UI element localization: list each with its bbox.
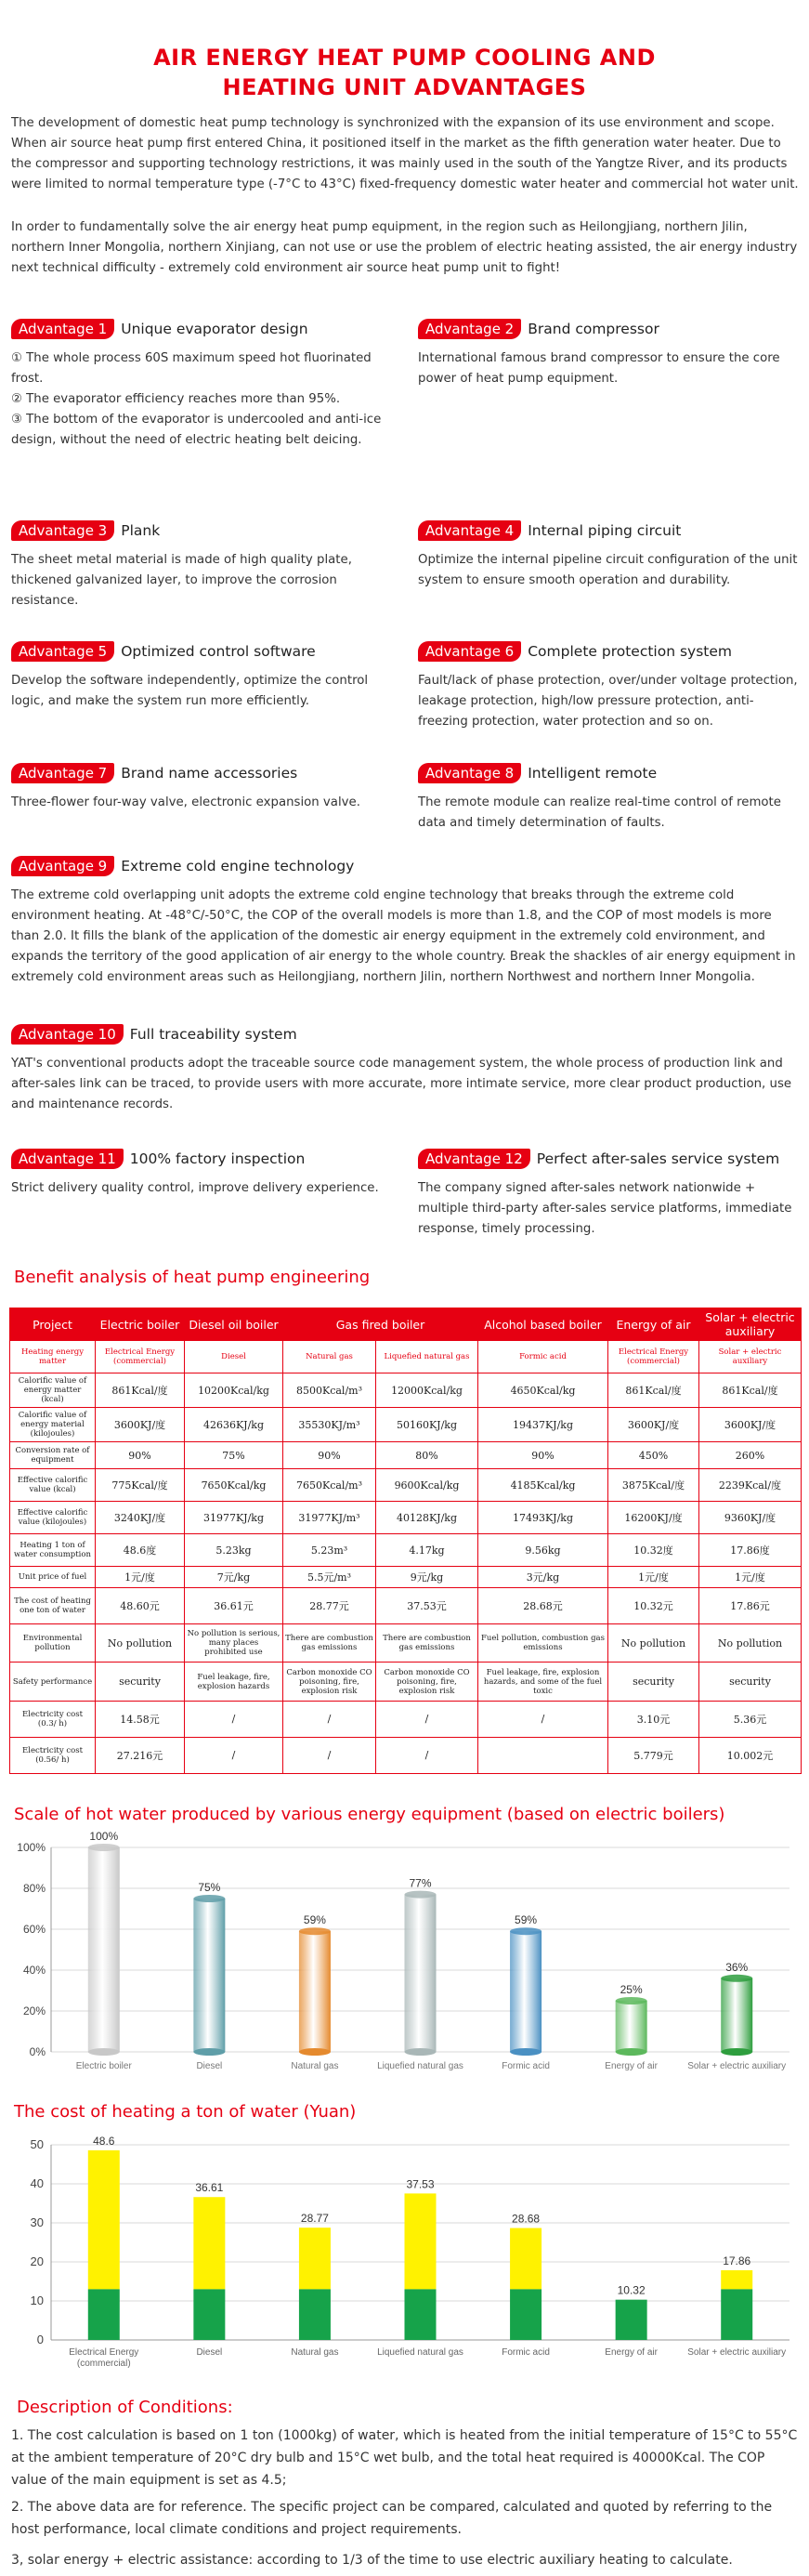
advantage-7: Advantage 7 Brand name accessories Three-flower four-way valve, electronic expansion valve. xyxy=(11,765,360,809)
x-tick-label: Electrical Energy xyxy=(69,2347,139,2358)
data-label: 28.77 xyxy=(300,2212,329,2226)
data-label: 37.53 xyxy=(406,2177,435,2191)
table-row: Electricity cost (0.56/ h) 27.216元 / / / 5.779元 10.002元 xyxy=(10,1737,802,1773)
bar-lower xyxy=(405,2289,437,2340)
table-row: Unit price of fuel 1元/度 7元/kg 5.5元/m³ 9元/kg 3元/kg 1元/度 1元/度 xyxy=(10,1567,802,1588)
benefit-title: Benefit analysis of heat pump engineering xyxy=(14,1268,371,1287)
advantage-name: 100% factory inspection xyxy=(129,1150,306,1167)
table-row: Safety performance security Fuel leakage, fire, explosion hazards Carbon monoxide CO poisoning, fire, explosion risk Carbon monoxide CO poisoning, fire, explosion risk Fuel leakage, fire, explosion hazards, and some of the fuel toxic security security xyxy=(10,1663,802,1701)
bar-top xyxy=(299,1927,331,1935)
x-tick-label: Natural gas xyxy=(291,2347,339,2358)
advantage-name: Perfect after-sales service system xyxy=(536,1150,780,1167)
intro-paragraph-2: In order to fundamentally solve the air energy heat pump equipment, in the region such as Heilongjiang, northern Jilin, northern Inner Mongolia, northern Xinjiang, can not use or use the problem of electric heating assisted, the air energy industry next technical difficulty - extremely cold environment air source heat pump unit to fight! xyxy=(11,220,798,275)
advantage-10: Advantage 10 Full traceability system YAT's conventional products adopt the traceable source code management system, the whole process of production link and after-sales link can be traced, to provide users with more accurate, more intimate service, more clear product production, use and maintenance records. xyxy=(11,1026,792,1111)
x-tick-label: Liquefied natural gas xyxy=(377,2347,463,2358)
advantage-1: Advantage 1 Unique evaporator design ① The whole process 60S maximum speed hot fluorinated frost. ② The evaporator efficiency reaches more than 95%. ③ The bottom of the evaporator is undercooled and anti-ice design, without the need of electric heating belt deicing. xyxy=(11,321,382,447)
table-row: Effective calorific value (kcal) 775Kcal/度 7650Kcal/kg 7650Kcal/m³ 9600Kcal/kg 4185Kcal/kg 3875Kcal/度 2239Kcal/度 xyxy=(10,1469,802,1502)
condition-3: 3, solar energy + electric assistance: according to 1/3 of the time to use electric auxiliary heating to calculate. xyxy=(11,2553,733,2568)
advantage-name: Internal piping circuit xyxy=(528,522,682,539)
advantage-badge: Advantage 7 xyxy=(11,763,114,783)
bar-top xyxy=(510,1927,542,1935)
bar xyxy=(405,1895,437,2052)
advantage-4: Advantage 4 Internal piping circuit Optimize the internal pipeline circuit configuration of the unit system to ensure smooth operation and durability. xyxy=(418,522,798,587)
bar-lower xyxy=(299,2289,331,2340)
chart-hot-water-scale xyxy=(0,1830,809,2071)
y-tick-label: 20 xyxy=(30,2254,44,2268)
advantage-badge: Advantage 5 xyxy=(11,641,114,662)
benefit-table xyxy=(9,1308,802,1774)
advantage-badge: Advantage 10 xyxy=(11,1024,124,1045)
chart-heating-cost xyxy=(0,2134,809,2379)
table-row: Calorific value of energy material (kilojoules) 3600KJ/度 42636KJ/kg 35530KJ/m³ 50160KJ/kg 19437KJ/kg 3600KJ/度 3600KJ/度 xyxy=(10,1408,802,1442)
data-label: 25% xyxy=(620,1983,643,1996)
data-label: 48.6 xyxy=(93,2134,115,2148)
table-row: Heating energy matter Electrical Energy (commercial) Diesel Natural gas Liquefied natural gas Formic acid Electrical Energy (commercial) Solar + electric auxiliary xyxy=(10,1341,802,1373)
bar xyxy=(193,1899,225,2052)
advantage-badge: Advantage 11 xyxy=(11,1149,124,1169)
data-label: 59% xyxy=(515,1913,538,1927)
x-tick-label: Electric boiler xyxy=(75,2061,132,2071)
advantage-name: Brand name accessories xyxy=(121,765,298,782)
bar-top xyxy=(193,1895,225,1902)
conditions-title: Description of Conditions: xyxy=(17,2398,233,2417)
intro-paragraph-1: The development of domestic heat pump technology is synchronized with the expansion of its use environment and scope. When air source heat pump first entered China, it positioned itself in the market as the fifth generation water heater. Due to the compressor and supporting technology restrictions, it was mainly used in the south of the Yangtze River, and its products were limited to normal temperature type (-7°C to 43°C) fixed-frequency domestic water heater and commercial hot water unit. xyxy=(11,116,799,191)
y-tick-label: 80% xyxy=(22,1882,46,1895)
y-tick-label: 0% xyxy=(29,2045,46,2058)
bar-upper xyxy=(405,2193,437,2289)
y-tick-label: 40 xyxy=(30,2176,44,2190)
bar-lower xyxy=(616,2300,647,2340)
y-tick-label: 0 xyxy=(36,2333,44,2346)
x-tick-label: Energy of air xyxy=(605,2061,658,2071)
y-tick-label: 40% xyxy=(22,1964,46,1977)
advantage-badge: Advantage 1 xyxy=(11,319,114,339)
chart1-title: Scale of hot water produced by various energy equipment (based on electric boilers) xyxy=(14,1805,725,1824)
x-tick-label: Liquefied natural gas xyxy=(377,2061,463,2071)
bar-top xyxy=(616,1997,647,2004)
y-tick-label: 20% xyxy=(22,2004,46,2017)
advantage-name: Extreme cold engine technology xyxy=(121,858,355,874)
data-label: 75% xyxy=(198,1881,221,1894)
advantage-name: Unique evaporator design xyxy=(121,321,308,337)
advantage-badge: Advantage 8 xyxy=(418,763,521,783)
advantage-8: Advantage 8 Intelligent remote The remote module can realize real-time control of remote data and timely determination of faults. xyxy=(418,765,781,830)
table-row: Environmental pollution No pollution No pollution is serious, many places prohibited use There are combustion gas emissions There are combustion gas emissions Fuel pollution, combustion gas emissions No pollution No pollution xyxy=(10,1624,802,1663)
data-label: 36% xyxy=(725,1960,749,1974)
chart2-title: The cost of heating a ton of water (Yuan) xyxy=(14,2102,357,2122)
advantage-name: Full traceability system xyxy=(129,1026,297,1043)
advantage-12: Advantage 12 Perfect after-sales service system The company signed after-sales network nationwide + multiple third-party after-sales service platforms, immediate response, timely processing. xyxy=(418,1150,792,1236)
advantage-5: Advantage 5 Optimized control software Develop the software independently, optimize the control logic, and make the system run more efficiently. xyxy=(11,643,369,708)
table-header-row xyxy=(10,1308,802,1341)
bar-upper xyxy=(721,2270,752,2289)
bar-top xyxy=(721,1975,752,1982)
x-tick-label: (commercial) xyxy=(76,2359,131,2369)
bar-base xyxy=(299,2048,331,2056)
bar-base xyxy=(88,2048,120,2056)
advantage-name: Optimized control software xyxy=(121,643,316,660)
table-row: Calorific value of energy matter (kcal) 861Kcal/度 10200Kcal/kg 8500Kcal/m³ 12000Kcal/kg 4650Kcal/kg 861Kcal/度 861Kcal/度 xyxy=(10,1373,802,1408)
bar-upper xyxy=(88,2150,120,2290)
table-header: Solar + electric auxiliary xyxy=(699,1308,802,1341)
advantage-name: Complete protection system xyxy=(528,643,733,660)
table-header: Electric boiler xyxy=(96,1308,185,1341)
advantage-3: Advantage 3 Plank The sheet metal material is made of high quality plate, thickened galvanized layer, to improve the corrosion resistance. xyxy=(11,522,352,608)
x-tick-label: Diesel xyxy=(196,2061,223,2071)
advantage-badge: Advantage 6 xyxy=(418,641,521,662)
advantage-badge: Advantage 12 xyxy=(418,1149,530,1169)
advantage-badge: Advantage 2 xyxy=(418,319,521,339)
advantage-9: Advantage 9 Extreme cold engine technology The extreme cold overlapping unit adopts the extreme cold engine technology that breaks through the extreme cold environment heating. At -48°C/-50°C, the COP of the overall models is more than 1.8, and the COP of most models is more than 2.0. It fills the blank of the application of the domestic air energy equipment in the extremely cold environment, and expands the territory of the good application of air energy to the whole country. Break the shackles of air energy equipment in extremely cold environment areas such as Heilongjiang, northern Jilin, northern Northwest and northern Inner Mongolia. xyxy=(11,858,796,984)
bar-lower xyxy=(193,2289,225,2340)
page-title: AIR ENERGY HEAT PUMP COOLING AND HEATING UNIT ADVANTAGES xyxy=(153,45,656,100)
table-row: Conversion rate of equipment 90% 75% 90% 80% 90% 450% 260% xyxy=(10,1442,802,1469)
y-tick-label: 10 xyxy=(30,2293,44,2307)
data-label: 10.32 xyxy=(617,2283,646,2297)
data-label: 28.68 xyxy=(512,2212,541,2226)
condition-1: 1. The cost calculation is based on 1 ton (1000kg) of water, which is heated from the initial temperature of 15°C to 55°C at the ambient temperature of 20°C dry bulb and 15°C wet bulb, and the total heat required is 40000Kcal. The COP value of the main equipment is set as 4.5; xyxy=(11,2428,798,2488)
x-tick-label: Energy of air xyxy=(605,2347,658,2358)
bar xyxy=(721,1978,752,2052)
x-tick-label: Natural gas xyxy=(291,2061,339,2071)
table-header: Alcohol based boiler xyxy=(478,1308,608,1341)
advantage-name: Plank xyxy=(121,522,161,539)
table-row: Electricity cost (0.3/ h) 14.58元 / / / / 3.10元 5.36元 xyxy=(10,1701,802,1737)
y-tick-label: 100% xyxy=(17,1841,46,1854)
bar-lower xyxy=(88,2289,120,2340)
table-header: Energy of air xyxy=(608,1308,699,1341)
x-tick-label: Formic acid xyxy=(502,2347,550,2358)
x-tick-label: Solar + electric auxiliary xyxy=(687,2061,787,2071)
x-tick-label: Formic acid xyxy=(502,2061,550,2071)
bar xyxy=(510,1931,542,2052)
y-tick-label: 50 xyxy=(30,2137,44,2151)
condition-2: 2. The above data are for reference. The specific project can be compared, calculated and quoted by referring to the host performance, local climate conditions and project requirements. xyxy=(11,2500,773,2537)
bar xyxy=(88,1847,120,2052)
bar-lower xyxy=(721,2289,752,2340)
x-tick-label: Solar + electric auxiliary xyxy=(687,2347,787,2358)
bar-base xyxy=(616,2048,647,2056)
advantage-badge: Advantage 4 xyxy=(418,520,521,541)
y-tick-label: 30 xyxy=(30,2215,44,2229)
data-label: 17.86 xyxy=(723,2254,751,2267)
bar-top xyxy=(88,1844,120,1851)
bar-upper xyxy=(510,2228,542,2290)
bar-upper xyxy=(299,2228,331,2289)
advantage-badge: Advantage 3 xyxy=(11,520,114,541)
bar xyxy=(299,1931,331,2052)
advantage-2: Advantage 2 Brand compressor International famous brand compressor to ensure the core power of heat pump equipment. xyxy=(418,321,780,386)
table-row: The cost of heating one ton of water 48.60元 36.61元 28.77元 37.53元 28.68元 10.32元 17.86元 xyxy=(10,1587,802,1623)
table-header: Diesel oil boiler xyxy=(185,1308,283,1341)
data-label: 77% xyxy=(409,1876,432,1890)
bar xyxy=(616,2001,647,2052)
data-label: 100% xyxy=(89,1830,119,1843)
x-tick-label: Diesel xyxy=(196,2347,223,2358)
advantage-name: Intelligent remote xyxy=(528,765,658,782)
bar-base xyxy=(193,2048,225,2056)
bar-base xyxy=(510,2048,542,2056)
table-header: Project xyxy=(10,1308,96,1341)
bar-top xyxy=(405,1891,437,1899)
advantage-6: Advantage 6 Complete protection system Fault/lack of phase protection, over/under voltage protection, leakage protection, high/low pressure protection, anti-freezing protection, water protection and so on. xyxy=(418,643,798,729)
advantage-badge: Advantage 9 xyxy=(11,856,114,876)
bar-upper xyxy=(193,2197,225,2289)
table-header: Gas fired boiler xyxy=(283,1308,478,1341)
y-tick-label: 60% xyxy=(22,1923,46,1936)
advantage-name: Brand compressor xyxy=(528,321,659,337)
table-row: Heating 1 ton of water consumption 48.6度 5.23kg 5.23m³ 4.17kg 9.56kg 10.32度 17.86度 xyxy=(10,1534,802,1567)
bar-lower xyxy=(510,2289,542,2340)
bar-base xyxy=(405,2048,437,2056)
advantage-11: Advantage 11 100% factory inspection Strict delivery quality control, improve delivery experience. xyxy=(11,1150,379,1195)
bar-base xyxy=(721,2048,752,2056)
data-label: 36.61 xyxy=(195,2181,224,2195)
table-row: Effective calorific value (kilojoules) 3240KJ/度 31977KJ/kg 31977KJ/m³ 40128KJ/kg 17493KJ/kg 16200KJ/度 9360KJ/度 xyxy=(10,1502,802,1534)
data-label: 59% xyxy=(303,1913,326,1927)
